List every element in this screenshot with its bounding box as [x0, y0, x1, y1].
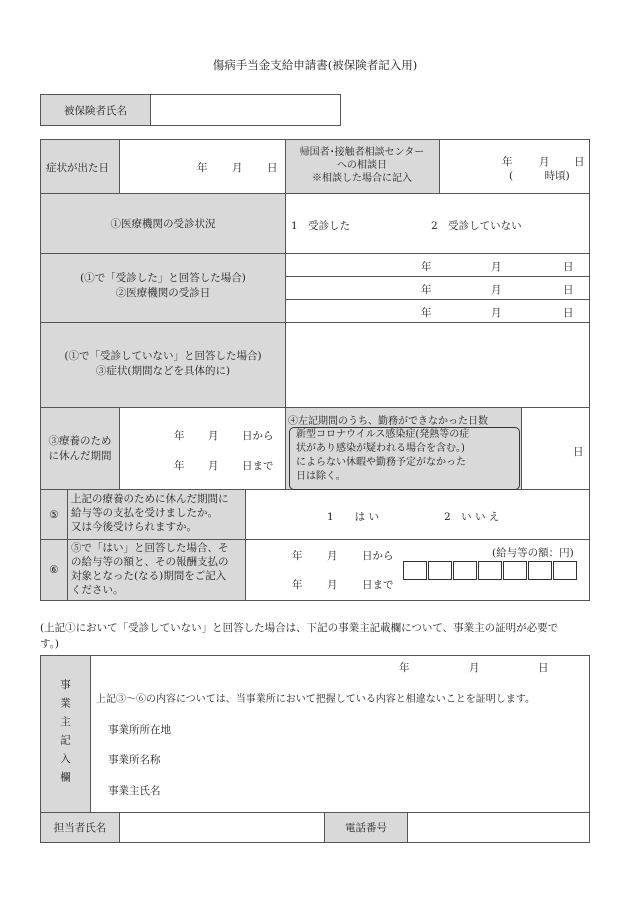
- visit-date-label: (①で「受診した」と回答した場合) ②医療機関の受診日: [80, 272, 246, 299]
- phone-field[interactable]: [408, 813, 589, 842]
- form-title: 傷病手当金支給申請書(被保険者記入用): [212, 58, 418, 72]
- clinic-visit-label: ①医療機関の受診状況: [110, 218, 216, 230]
- amount-digit-box[interactable]: [453, 561, 477, 580]
- business-name-label: 事業所名称: [108, 754, 161, 766]
- business-address-field[interactable]: [190, 716, 580, 738]
- salary-detail-question: ⑤で「はい」と回答した場合、そ の給与等の額と、その報酬支払の 対象となった(なる)期間をご記入 ください。: [71, 542, 229, 596]
- employer-note: (上記①において「受診していない」と回答した場合は、下記の事業主記載欄について、事業主の証明が必要で す。): [40, 622, 559, 650]
- insured-name-label: 被保険者氏名: [40, 94, 151, 126]
- item-5-number: ⑤: [49, 508, 59, 521]
- amount-digit-box[interactable]: [478, 561, 502, 580]
- staff-name-field[interactable]: [120, 813, 324, 842]
- amount-digit-box[interactable]: [503, 561, 527, 580]
- employer-name-field[interactable]: [190, 777, 580, 799]
- item-6-number: ⑥: [49, 564, 59, 576]
- amount-digit-box[interactable]: [428, 561, 452, 580]
- business-name-field[interactable]: [190, 746, 580, 768]
- symptom-field[interactable]: [286, 323, 589, 407]
- work-days-note: 新型コロナウイルス感染症(発熱等の症 状があり感染が疑われる場合を含む。) によらない休暇や勤務予定がなかった 日は除く。: [296, 429, 470, 482]
- consult-date-label: 帰国者･接触者相談センター への相談日 ※相談した場合に記入: [299, 147, 425, 184]
- consult-time: ( 時頃): [509, 170, 570, 182]
- amount-digit-box[interactable]: [403, 561, 427, 580]
- onset-date-label: 症状が出た日: [46, 162, 109, 174]
- staff-name-label: 担当者氏名: [41, 813, 119, 842]
- business-address-label: 事業所所在地: [108, 724, 171, 736]
- work-days-label: ④左記期間のうち、勤務ができなかった日数: [288, 416, 488, 427]
- insured-name-field[interactable]: [150, 94, 341, 126]
- option-visited[interactable]: 1 受診した: [291, 220, 351, 232]
- salary-question: 上記の療養のために休んだ期間に 給与等の支払を受けましたか。 又は今後受けられますか。: [71, 493, 229, 533]
- employer-name-label: 事業主氏名: [108, 785, 161, 797]
- amount-digit-box[interactable]: [528, 561, 552, 580]
- phone-label: 電話番号: [325, 813, 407, 842]
- salary-amount-label: (給与等の額：円): [492, 547, 574, 559]
- employer-certify-text: 上記③～⑥の内容については、当事業所において把握している内容と相違ないことを証明します。: [96, 694, 535, 705]
- option-not-visited[interactable]: 2 受診していない: [431, 220, 522, 232]
- amount-digit-box[interactable]: [553, 561, 577, 580]
- answer-yes[interactable]: 1 は い: [327, 511, 380, 523]
- rest-period-label: ③療養のため に休んだ期間: [48, 435, 112, 462]
- symptom-label: (①で「受診していない」と回答した場合) ③症状(期間などを具体的に): [64, 350, 262, 377]
- work-days-field[interactable]: 日: [573, 446, 584, 458]
- answer-no[interactable]: 2 い い え: [444, 511, 500, 523]
- employer-side-label: 事業主記入欄: [59, 678, 71, 790]
